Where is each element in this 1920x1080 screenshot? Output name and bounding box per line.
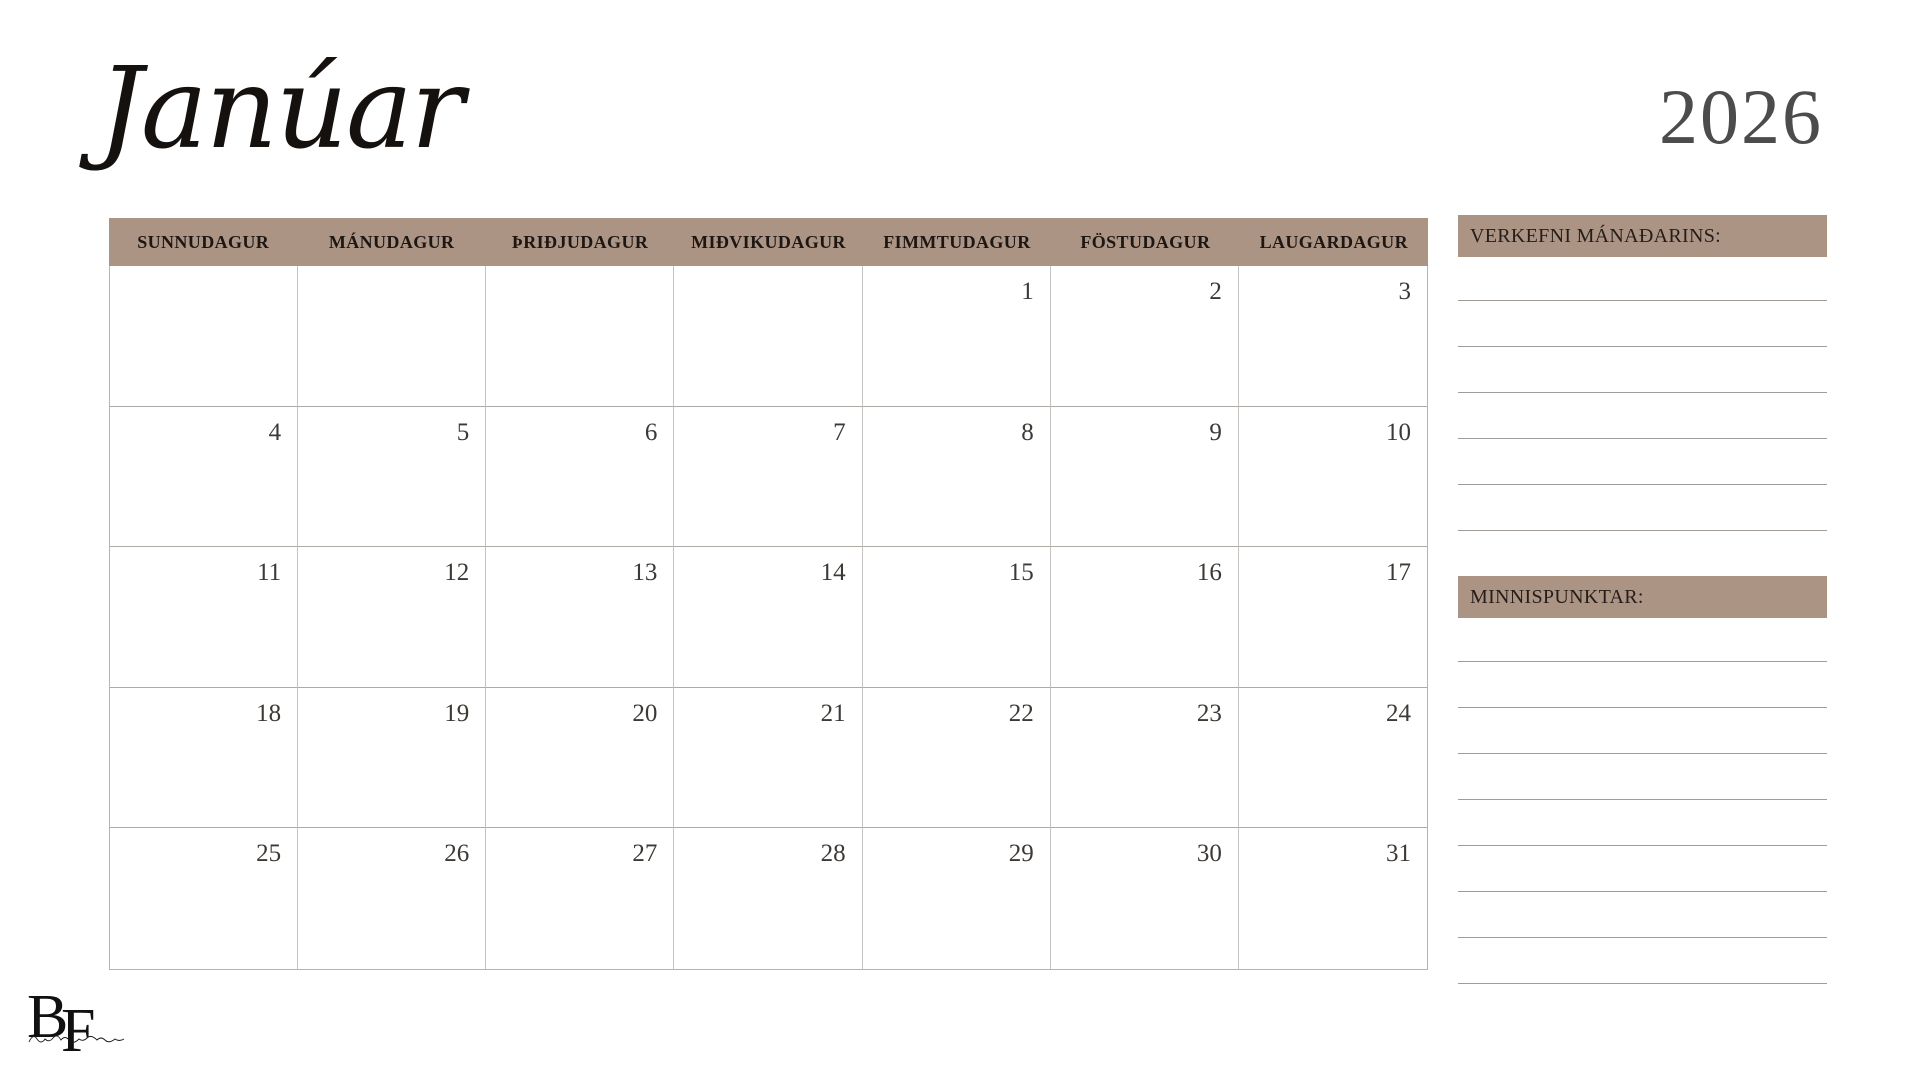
date-cell: 14: [674, 547, 862, 688]
date-cell: 21: [674, 688, 862, 829]
ruled-line: [1458, 393, 1827, 439]
logo-monogram-b: B: [27, 983, 69, 1051]
date-cell: 13: [486, 547, 674, 688]
date-cell: [298, 266, 486, 407]
ruled-line: [1458, 347, 1827, 393]
date-cell: 16: [1051, 547, 1239, 688]
ruled-line: [1458, 892, 1827, 938]
tasks-section-header: VERKEFNI MÁNAÐARINS:: [1458, 215, 1827, 257]
date-cell: [110, 266, 298, 407]
date-grid: [109, 266, 1428, 970]
weekday-header-sunnudagur: SUNNUDAGUR: [137, 231, 270, 252]
date-cell: 26: [298, 828, 486, 969]
ruled-line: [1458, 708, 1827, 754]
date-cell: 19: [298, 688, 486, 829]
date-cell: [486, 266, 674, 407]
notes-section-header: MINNISPUNKTAR:: [1458, 576, 1827, 618]
month-title: Janúar: [98, 44, 463, 174]
notes-ruled-lines: [1458, 618, 1827, 984]
date-cell: 22: [863, 688, 1051, 829]
date-cell: 6: [486, 407, 674, 548]
date-cell: 31: [1385, 840, 1411, 868]
date-cell: 28: [674, 828, 862, 969]
date-cell: 27: [486, 828, 674, 969]
ruled-line: [1458, 800, 1827, 846]
logo-tagline-script: [27, 1030, 127, 1048]
date-cell: 23: [1051, 688, 1239, 829]
weekday-header-manudagur: MÁNUDAGUR: [328, 231, 455, 252]
ruled-line: [1458, 662, 1827, 708]
date-cell: 25: [110, 828, 298, 969]
date-cell: 5: [298, 407, 486, 548]
date-cell: 20: [486, 688, 674, 829]
ruled-line: [1458, 485, 1827, 531]
date-cell: 30: [1051, 828, 1239, 969]
ruled-line: [1458, 257, 1827, 301]
date-cell: [674, 266, 862, 407]
date-cell: 3: [1239, 266, 1427, 407]
date-cell: 11: [110, 547, 298, 688]
date-cell: 9: [1051, 407, 1239, 548]
date-cell: 24: [1239, 688, 1427, 829]
date-cell: 8: [863, 407, 1051, 548]
tasks-ruled-lines: [1458, 257, 1827, 531]
date-cell: 17: [1239, 547, 1427, 688]
date-cell: 15: [863, 547, 1051, 688]
month-calendar: [109, 218, 1428, 970]
date-cell: 7: [674, 407, 862, 548]
logo-monogram-f: F: [61, 997, 96, 1065]
weekday-header-laugardagur: LAUGARDAGUR: [1259, 231, 1408, 252]
year-label: 2026: [1659, 73, 1823, 160]
ruled-line: [1458, 846, 1827, 892]
ruled-line: [1458, 938, 1827, 984]
brand-logo: [27, 983, 147, 1076]
date-cell: 4: [110, 407, 298, 548]
date-cell: 2: [1051, 266, 1239, 407]
sidebar: [1458, 215, 1827, 984]
weekday-header-midvikudagur: MIÐVIKUDAGUR: [691, 231, 846, 252]
weekday-header-fostudagur: FÖSTUDAGUR: [1080, 231, 1211, 252]
ruled-line: [1458, 618, 1827, 662]
date-cell: 29: [863, 828, 1051, 969]
ruled-line: [1458, 301, 1827, 347]
weekday-header-fimmtudagur: FIMMTUDAGUR: [883, 231, 1031, 252]
weekday-header-row: [109, 218, 1428, 266]
date-cell: 18: [110, 688, 298, 829]
sidebar-section-gap: [1458, 531, 1827, 576]
date-cell: 12: [298, 547, 486, 688]
date-cell: 1: [863, 266, 1051, 407]
weekday-header-thridjudagur: ÞRIÐJUDAGUR: [511, 231, 649, 252]
ruled-line: [1458, 439, 1827, 485]
date-cell: 10: [1239, 407, 1427, 548]
ruled-line: [1458, 754, 1827, 800]
